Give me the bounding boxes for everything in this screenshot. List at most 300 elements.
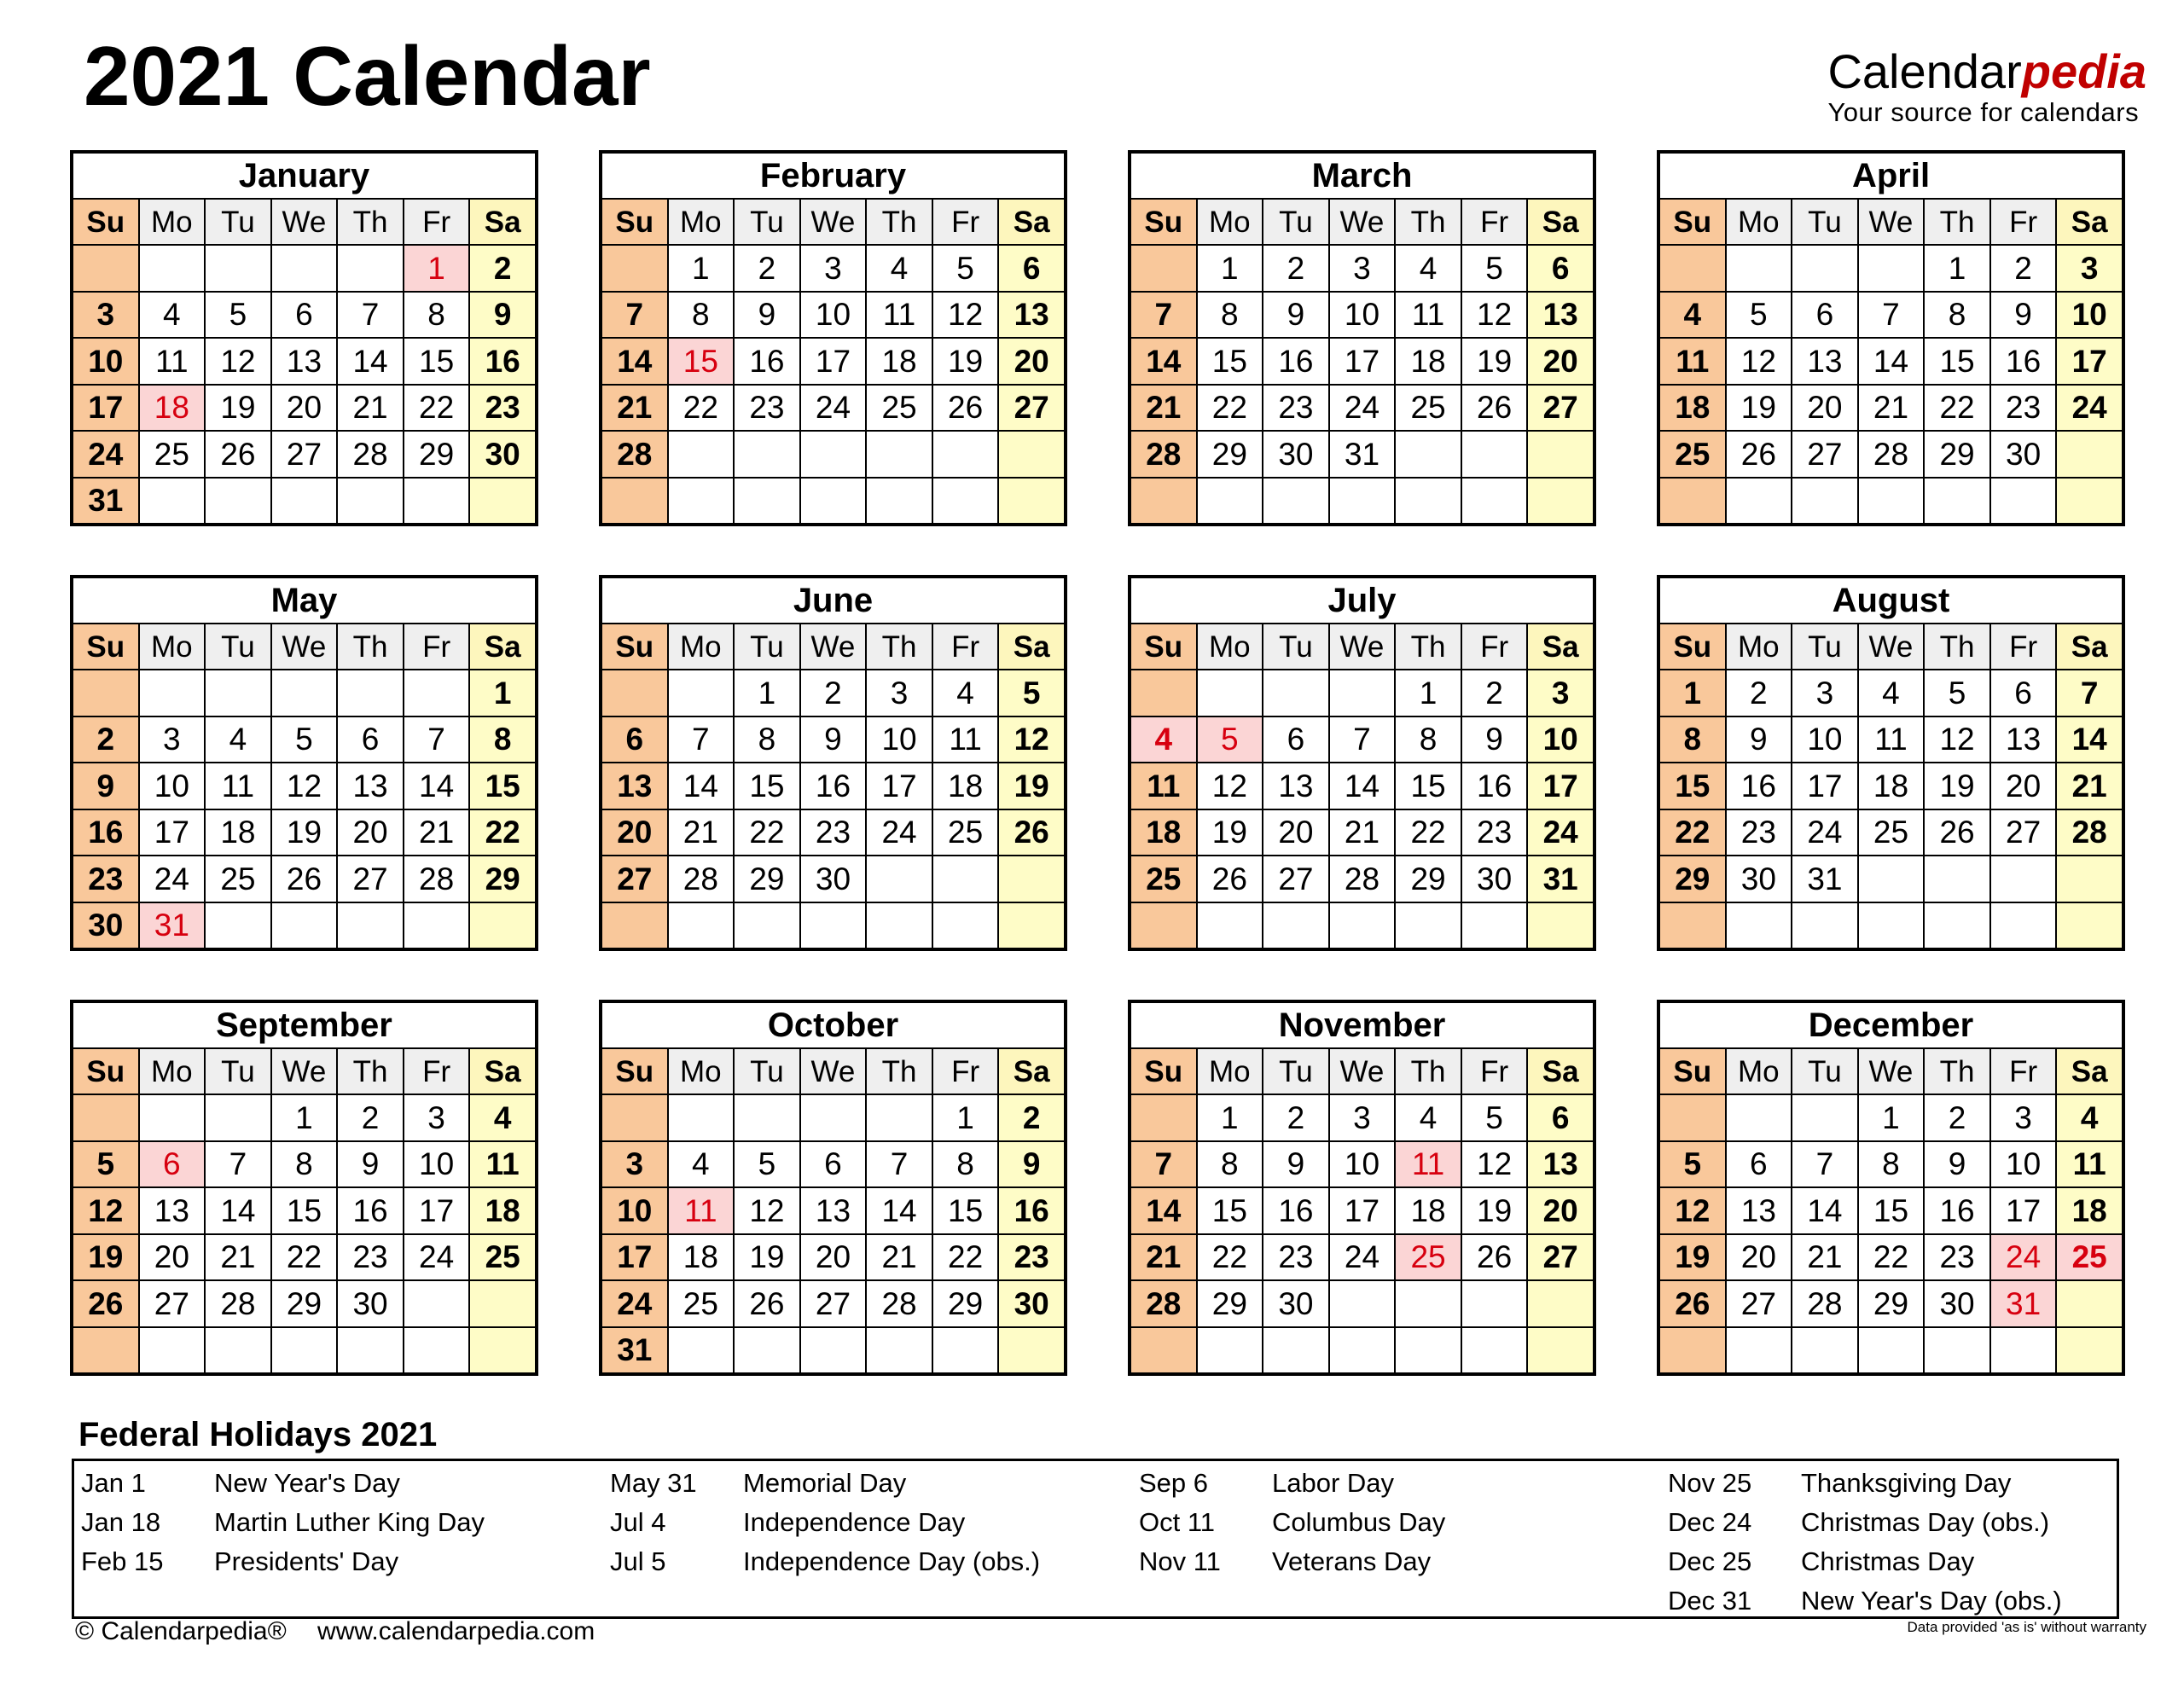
day-cell[interactable]: 3 bbox=[2056, 245, 2123, 292]
day-cell[interactable]: 14 bbox=[1130, 1187, 1197, 1234]
day-cell[interactable]: 23 bbox=[1461, 809, 1528, 856]
day-cell[interactable]: 10 bbox=[866, 716, 932, 763]
day-cell[interactable]: 10 bbox=[139, 763, 206, 809]
day-cell[interactable]: 17 bbox=[404, 1187, 470, 1234]
day-cell[interactable]: 26 bbox=[271, 856, 338, 902]
day-cell[interactable]: 9 bbox=[337, 1141, 404, 1188]
day-cell[interactable]: 26 bbox=[1197, 856, 1263, 902]
day-cell[interactable]: 26 bbox=[73, 1280, 139, 1327]
day-cell[interactable]: 4 bbox=[1395, 245, 1461, 292]
day-cell[interactable]: 21 bbox=[668, 809, 735, 856]
day-cell[interactable]: 2 bbox=[734, 245, 800, 292]
day-cell[interactable]: 9 bbox=[998, 1141, 1065, 1188]
day-cell[interactable]: 26 bbox=[1461, 1234, 1528, 1281]
day-cell[interactable]: 16 bbox=[734, 338, 800, 385]
day-cell[interactable]: 31 bbox=[601, 1327, 668, 1374]
day-cell[interactable]: 15 bbox=[932, 1187, 999, 1234]
day-cell[interactable]: 12 bbox=[1197, 763, 1263, 809]
day-cell[interactable]: 23 bbox=[1263, 385, 1329, 432]
day-cell[interactable]: 4 bbox=[205, 716, 271, 763]
day-cell[interactable]: 19 bbox=[205, 385, 271, 432]
day-cell[interactable]: 17 bbox=[73, 385, 139, 432]
day-cell[interactable]: 14 bbox=[668, 763, 735, 809]
day-cell[interactable]: 27 bbox=[139, 1280, 206, 1327]
day-cell[interactable]: 4 bbox=[932, 670, 999, 716]
day-cell[interactable]: 25 bbox=[1395, 385, 1461, 432]
day-cell[interactable]: 21 bbox=[1329, 809, 1396, 856]
day-cell[interactable]: 17 bbox=[866, 763, 932, 809]
day-cell[interactable]: 19 bbox=[73, 1234, 139, 1281]
day-cell[interactable]: 13 bbox=[998, 292, 1065, 339]
day-cell[interactable]: 12 bbox=[271, 763, 338, 809]
day-cell[interactable]: 2 bbox=[800, 670, 867, 716]
day-cell[interactable]: 14 bbox=[205, 1187, 271, 1234]
day-cell[interactable]: 23 bbox=[1263, 1234, 1329, 1281]
day-cell[interactable]: 6 bbox=[337, 716, 404, 763]
day-cell[interactable]: 10 bbox=[1792, 716, 1858, 763]
day-cell[interactable]: 18 bbox=[866, 338, 932, 385]
day-cell[interactable]: 1 bbox=[668, 245, 735, 292]
day-cell[interactable]: 28 bbox=[404, 856, 470, 902]
day-cell[interactable]: 13 bbox=[139, 1187, 206, 1234]
day-cell[interactable]: 15 bbox=[271, 1187, 338, 1234]
day-cell[interactable]: 2 bbox=[1990, 245, 2057, 292]
day-cell[interactable]: 15 bbox=[469, 763, 536, 809]
day-cell[interactable]: 16 bbox=[1990, 338, 2057, 385]
day-cell[interactable]: 2 bbox=[1924, 1094, 1990, 1141]
day-cell[interactable]: 4 bbox=[1130, 716, 1197, 763]
day-cell[interactable]: 7 bbox=[668, 716, 735, 763]
day-cell[interactable]: 24 bbox=[1792, 809, 1858, 856]
day-cell[interactable]: 7 bbox=[404, 716, 470, 763]
day-cell[interactable]: 17 bbox=[800, 338, 867, 385]
day-cell[interactable]: 4 bbox=[1858, 670, 1925, 716]
day-cell[interactable]: 17 bbox=[139, 809, 206, 856]
day-cell[interactable]: 5 bbox=[734, 1141, 800, 1188]
day-cell[interactable]: 18 bbox=[1395, 338, 1461, 385]
day-cell[interactable]: 27 bbox=[1726, 1280, 1792, 1327]
day-cell[interactable]: 22 bbox=[1395, 809, 1461, 856]
day-cell[interactable]: 8 bbox=[1924, 292, 1990, 339]
day-cell[interactable]: 18 bbox=[1130, 809, 1197, 856]
day-cell[interactable]: 13 bbox=[1527, 1141, 1594, 1188]
brand-logo[interactable] bbox=[1827, 44, 2146, 127]
day-cell[interactable]: 14 bbox=[1792, 1187, 1858, 1234]
day-cell[interactable]: 18 bbox=[205, 809, 271, 856]
day-cell[interactable]: 25 bbox=[668, 1280, 735, 1327]
day-cell[interactable]: 18 bbox=[1659, 385, 1726, 432]
day-cell[interactable]: 26 bbox=[1461, 385, 1528, 432]
day-cell[interactable]: 12 bbox=[932, 292, 999, 339]
day-cell[interactable]: 15 bbox=[1395, 763, 1461, 809]
day-cell[interactable]: 17 bbox=[1329, 338, 1396, 385]
day-cell[interactable]: 19 bbox=[1924, 763, 1990, 809]
day-cell[interactable]: 30 bbox=[998, 1280, 1065, 1327]
day-cell[interactable]: 25 bbox=[1130, 856, 1197, 902]
day-cell[interactable]: 28 bbox=[1858, 431, 1925, 478]
day-cell[interactable]: 23 bbox=[998, 1234, 1065, 1281]
day-cell[interactable]: 18 bbox=[469, 1187, 536, 1234]
day-cell[interactable]: 23 bbox=[800, 809, 867, 856]
day-cell[interactable]: 30 bbox=[73, 902, 139, 949]
day-cell[interactable]: 21 bbox=[205, 1234, 271, 1281]
day-cell[interactable]: 28 bbox=[205, 1280, 271, 1327]
day-cell[interactable]: 7 bbox=[1329, 716, 1396, 763]
day-cell[interactable]: 18 bbox=[1858, 763, 1925, 809]
day-cell[interactable]: 19 bbox=[1461, 1187, 1528, 1234]
day-cell[interactable]: 19 bbox=[998, 763, 1065, 809]
day-cell[interactable]: 31 bbox=[1329, 431, 1396, 478]
day-cell[interactable]: 2 bbox=[1461, 670, 1528, 716]
day-cell[interactable]: 31 bbox=[139, 902, 206, 949]
day-cell[interactable]: 13 bbox=[1726, 1187, 1792, 1234]
day-cell[interactable]: 20 bbox=[1527, 338, 1594, 385]
day-cell[interactable]: 31 bbox=[1527, 856, 1594, 902]
day-cell[interactable]: 24 bbox=[601, 1280, 668, 1327]
day-cell[interactable]: 21 bbox=[866, 1234, 932, 1281]
day-cell[interactable]: 2 bbox=[1726, 670, 1792, 716]
day-cell[interactable]: 10 bbox=[601, 1187, 668, 1234]
day-cell[interactable]: 14 bbox=[2056, 716, 2123, 763]
day-cell[interactable]: 24 bbox=[1527, 809, 1594, 856]
day-cell[interactable]: 6 bbox=[1990, 670, 2057, 716]
day-cell[interactable]: 29 bbox=[1197, 431, 1263, 478]
day-cell[interactable]: 29 bbox=[1924, 431, 1990, 478]
day-cell[interactable]: 31 bbox=[1990, 1280, 2057, 1327]
day-cell[interactable]: 11 bbox=[139, 338, 206, 385]
day-cell[interactable]: 17 bbox=[2056, 338, 2123, 385]
day-cell[interactable]: 19 bbox=[1659, 1234, 1726, 1281]
day-cell[interactable]: 7 bbox=[205, 1141, 271, 1188]
day-cell[interactable]: 7 bbox=[1130, 292, 1197, 339]
day-cell[interactable]: 21 bbox=[337, 385, 404, 432]
day-cell[interactable]: 27 bbox=[1527, 385, 1594, 432]
day-cell[interactable]: 9 bbox=[1461, 716, 1528, 763]
day-cell[interactable]: 17 bbox=[1527, 763, 1594, 809]
day-cell[interactable]: 6 bbox=[271, 292, 338, 339]
day-cell[interactable]: 29 bbox=[1395, 856, 1461, 902]
day-cell[interactable]: 10 bbox=[404, 1141, 470, 1188]
day-cell[interactable]: 2 bbox=[73, 716, 139, 763]
day-cell[interactable]: 31 bbox=[73, 478, 139, 525]
day-cell[interactable]: 28 bbox=[1130, 431, 1197, 478]
day-cell[interactable]: 23 bbox=[1924, 1234, 1990, 1281]
day-cell[interactable]: 29 bbox=[1659, 856, 1726, 902]
day-cell[interactable]: 18 bbox=[2056, 1187, 2123, 1234]
day-cell[interactable]: 28 bbox=[866, 1280, 932, 1327]
day-cell[interactable]: 27 bbox=[271, 431, 338, 478]
day-cell[interactable]: 9 bbox=[469, 292, 536, 339]
day-cell[interactable]: 3 bbox=[73, 292, 139, 339]
day-cell[interactable]: 10 bbox=[73, 338, 139, 385]
day-cell[interactable]: 21 bbox=[1130, 1234, 1197, 1281]
day-cell[interactable]: 27 bbox=[1990, 809, 2057, 856]
day-cell[interactable]: 24 bbox=[404, 1234, 470, 1281]
day-cell[interactable]: 30 bbox=[1461, 856, 1528, 902]
day-cell[interactable]: 30 bbox=[337, 1280, 404, 1327]
day-cell[interactable]: 20 bbox=[800, 1234, 867, 1281]
day-cell[interactable]: 8 bbox=[932, 1141, 999, 1188]
day-cell[interactable]: 26 bbox=[1726, 431, 1792, 478]
day-cell[interactable]: 3 bbox=[800, 245, 867, 292]
day-cell[interactable]: 11 bbox=[1130, 763, 1197, 809]
day-cell[interactable]: 14 bbox=[1329, 763, 1396, 809]
day-cell[interactable]: 25 bbox=[205, 856, 271, 902]
day-cell[interactable]: 22 bbox=[1197, 385, 1263, 432]
day-cell[interactable]: 22 bbox=[668, 385, 735, 432]
day-cell[interactable]: 19 bbox=[271, 809, 338, 856]
day-cell[interactable]: 25 bbox=[2056, 1234, 2123, 1281]
day-cell[interactable]: 17 bbox=[1792, 763, 1858, 809]
day-cell[interactable]: 24 bbox=[73, 431, 139, 478]
day-cell[interactable]: 13 bbox=[1990, 716, 2057, 763]
day-cell[interactable]: 23 bbox=[73, 856, 139, 902]
day-cell[interactable]: 21 bbox=[601, 385, 668, 432]
day-cell[interactable]: 11 bbox=[1395, 1141, 1461, 1188]
day-cell[interactable]: 31 bbox=[1792, 856, 1858, 902]
day-cell[interactable]: 5 bbox=[205, 292, 271, 339]
day-cell[interactable]: 25 bbox=[1395, 1234, 1461, 1281]
day-cell[interactable]: 19 bbox=[1197, 809, 1263, 856]
day-cell[interactable]: 16 bbox=[337, 1187, 404, 1234]
day-cell[interactable]: 21 bbox=[404, 809, 470, 856]
day-cell[interactable]: 22 bbox=[734, 809, 800, 856]
day-cell[interactable]: 11 bbox=[932, 716, 999, 763]
day-cell[interactable]: 26 bbox=[734, 1280, 800, 1327]
day-cell[interactable]: 26 bbox=[205, 431, 271, 478]
day-cell[interactable]: 8 bbox=[1395, 716, 1461, 763]
day-cell[interactable]: 6 bbox=[1263, 716, 1329, 763]
day-cell[interactable]: 5 bbox=[1197, 716, 1263, 763]
day-cell[interactable]: 8 bbox=[734, 716, 800, 763]
day-cell[interactable]: 25 bbox=[1659, 431, 1726, 478]
day-cell[interactable]: 10 bbox=[1990, 1141, 2057, 1188]
day-cell[interactable]: 21 bbox=[1130, 385, 1197, 432]
day-cell[interactable]: 20 bbox=[271, 385, 338, 432]
day-cell[interactable]: 19 bbox=[734, 1234, 800, 1281]
day-cell[interactable]: 1 bbox=[734, 670, 800, 716]
day-cell[interactable]: 23 bbox=[1990, 385, 2057, 432]
day-cell[interactable]: 9 bbox=[1263, 292, 1329, 339]
day-cell[interactable]: 10 bbox=[1329, 1141, 1396, 1188]
day-cell[interactable]: 28 bbox=[668, 856, 735, 902]
day-cell[interactable]: 9 bbox=[1726, 716, 1792, 763]
day-cell[interactable]: 15 bbox=[734, 763, 800, 809]
day-cell[interactable]: 24 bbox=[866, 809, 932, 856]
day-cell[interactable]: 23 bbox=[469, 385, 536, 432]
day-cell[interactable]: 12 bbox=[998, 716, 1065, 763]
day-cell[interactable]: 16 bbox=[1924, 1187, 1990, 1234]
day-cell[interactable]: 12 bbox=[1659, 1187, 1726, 1234]
day-cell[interactable]: 20 bbox=[1263, 809, 1329, 856]
day-cell[interactable]: 10 bbox=[800, 292, 867, 339]
day-cell[interactable]: 21 bbox=[1858, 385, 1925, 432]
day-cell[interactable]: 1 bbox=[469, 670, 536, 716]
day-cell[interactable]: 29 bbox=[1858, 1280, 1925, 1327]
day-cell[interactable]: 1 bbox=[1197, 245, 1263, 292]
day-cell[interactable]: 29 bbox=[469, 856, 536, 902]
day-cell[interactable]: 24 bbox=[800, 385, 867, 432]
day-cell[interactable]: 11 bbox=[668, 1187, 735, 1234]
day-cell[interactable]: 12 bbox=[1924, 716, 1990, 763]
day-cell[interactable]: 5 bbox=[1461, 1094, 1528, 1141]
day-cell[interactable]: 28 bbox=[1130, 1280, 1197, 1327]
day-cell[interactable]: 11 bbox=[1858, 716, 1925, 763]
day-cell[interactable]: 12 bbox=[734, 1187, 800, 1234]
day-cell[interactable]: 19 bbox=[1461, 338, 1528, 385]
day-cell[interactable]: 27 bbox=[800, 1280, 867, 1327]
day-cell[interactable]: 7 bbox=[1130, 1141, 1197, 1188]
day-cell[interactable]: 30 bbox=[469, 431, 536, 478]
day-cell[interactable]: 15 bbox=[1924, 338, 1990, 385]
day-cell[interactable]: 30 bbox=[1990, 431, 2057, 478]
day-cell[interactable]: 22 bbox=[469, 809, 536, 856]
day-cell[interactable]: 22 bbox=[271, 1234, 338, 1281]
day-cell[interactable]: 16 bbox=[1726, 763, 1792, 809]
day-cell[interactable]: 13 bbox=[271, 338, 338, 385]
day-cell[interactable]: 26 bbox=[998, 809, 1065, 856]
day-cell[interactable]: 28 bbox=[2056, 809, 2123, 856]
day-cell[interactable]: 20 bbox=[1726, 1234, 1792, 1281]
day-cell[interactable]: 8 bbox=[1858, 1141, 1925, 1188]
day-cell[interactable]: 3 bbox=[404, 1094, 470, 1141]
day-cell[interactable]: 28 bbox=[601, 431, 668, 478]
day-cell[interactable]: 6 bbox=[1792, 292, 1858, 339]
day-cell[interactable]: 7 bbox=[2056, 670, 2123, 716]
day-cell[interactable]: 25 bbox=[932, 809, 999, 856]
day-cell[interactable]: 7 bbox=[866, 1141, 932, 1188]
day-cell[interactable]: 16 bbox=[800, 763, 867, 809]
day-cell[interactable]: 15 bbox=[1659, 763, 1726, 809]
day-cell[interactable]: 2 bbox=[337, 1094, 404, 1141]
day-cell[interactable]: 4 bbox=[2056, 1094, 2123, 1141]
day-cell[interactable]: 17 bbox=[1329, 1187, 1396, 1234]
day-cell[interactable]: 15 bbox=[404, 338, 470, 385]
day-cell[interactable]: 20 bbox=[337, 809, 404, 856]
day-cell[interactable]: 6 bbox=[1726, 1141, 1792, 1188]
day-cell[interactable]: 1 bbox=[271, 1094, 338, 1141]
day-cell[interactable]: 29 bbox=[1197, 1280, 1263, 1327]
day-cell[interactable]: 30 bbox=[1263, 1280, 1329, 1327]
day-cell[interactable]: 9 bbox=[1924, 1141, 1990, 1188]
day-cell[interactable]: 1 bbox=[1395, 670, 1461, 716]
day-cell[interactable]: 17 bbox=[601, 1234, 668, 1281]
day-cell[interactable]: 12 bbox=[1726, 338, 1792, 385]
day-cell[interactable]: 13 bbox=[1792, 338, 1858, 385]
day-cell[interactable]: 27 bbox=[337, 856, 404, 902]
day-cell[interactable]: 22 bbox=[932, 1234, 999, 1281]
day-cell[interactable]: 13 bbox=[337, 763, 404, 809]
day-cell[interactable]: 12 bbox=[73, 1187, 139, 1234]
day-cell[interactable]: 4 bbox=[866, 245, 932, 292]
day-cell[interactable]: 11 bbox=[2056, 1141, 2123, 1188]
day-cell[interactable]: 16 bbox=[1263, 1187, 1329, 1234]
day-cell[interactable]: 28 bbox=[1329, 856, 1396, 902]
day-cell[interactable]: 3 bbox=[1329, 245, 1396, 292]
day-cell[interactable]: 1 bbox=[1197, 1094, 1263, 1141]
day-cell[interactable]: 5 bbox=[73, 1141, 139, 1188]
day-cell[interactable]: 27 bbox=[1792, 431, 1858, 478]
day-cell[interactable]: 23 bbox=[1726, 809, 1792, 856]
day-cell[interactable]: 25 bbox=[469, 1234, 536, 1281]
day-cell[interactable]: 26 bbox=[1659, 1280, 1726, 1327]
day-cell[interactable]: 18 bbox=[139, 385, 206, 432]
day-cell[interactable]: 6 bbox=[800, 1141, 867, 1188]
website-link[interactable]: www.calendarpedia.com bbox=[317, 1617, 595, 1645]
day-cell[interactable]: 5 bbox=[1924, 670, 1990, 716]
day-cell[interactable]: 23 bbox=[734, 385, 800, 432]
day-cell[interactable]: 8 bbox=[1197, 1141, 1263, 1188]
day-cell[interactable]: 20 bbox=[998, 338, 1065, 385]
day-cell[interactable]: 13 bbox=[601, 763, 668, 809]
day-cell[interactable]: 28 bbox=[337, 431, 404, 478]
day-cell[interactable]: 5 bbox=[998, 670, 1065, 716]
day-cell[interactable]: 11 bbox=[469, 1141, 536, 1188]
day-cell[interactable]: 3 bbox=[139, 716, 206, 763]
day-cell[interactable]: 7 bbox=[337, 292, 404, 339]
day-cell[interactable]: 10 bbox=[2056, 292, 2123, 339]
day-cell[interactable]: 13 bbox=[1527, 292, 1594, 339]
day-cell[interactable]: 29 bbox=[404, 431, 470, 478]
day-cell[interactable]: 4 bbox=[469, 1094, 536, 1141]
day-cell[interactable]: 1 bbox=[1659, 670, 1726, 716]
day-cell[interactable]: 29 bbox=[734, 856, 800, 902]
day-cell[interactable]: 16 bbox=[73, 809, 139, 856]
day-cell[interactable]: 4 bbox=[1659, 292, 1726, 339]
day-cell[interactable]: 20 bbox=[1792, 385, 1858, 432]
day-cell[interactable]: 18 bbox=[668, 1234, 735, 1281]
day-cell[interactable]: 22 bbox=[1858, 1234, 1925, 1281]
day-cell[interactable]: 27 bbox=[1527, 1234, 1594, 1281]
day-cell[interactable]: 3 bbox=[1527, 670, 1594, 716]
day-cell[interactable]: 14 bbox=[601, 338, 668, 385]
day-cell[interactable]: 27 bbox=[1263, 856, 1329, 902]
day-cell[interactable]: 6 bbox=[998, 245, 1065, 292]
day-cell[interactable]: 3 bbox=[601, 1141, 668, 1188]
day-cell[interactable]: 27 bbox=[601, 856, 668, 902]
day-cell[interactable]: 11 bbox=[1659, 338, 1726, 385]
day-cell[interactable]: 8 bbox=[271, 1141, 338, 1188]
day-cell[interactable]: 14 bbox=[1858, 338, 1925, 385]
day-cell[interactable]: 6 bbox=[139, 1141, 206, 1188]
day-cell[interactable]: 2 bbox=[1263, 1094, 1329, 1141]
day-cell[interactable]: 20 bbox=[601, 809, 668, 856]
day-cell[interactable]: 1 bbox=[932, 1094, 999, 1141]
day-cell[interactable]: 10 bbox=[1329, 292, 1396, 339]
day-cell[interactable]: 2 bbox=[998, 1094, 1065, 1141]
day-cell[interactable]: 9 bbox=[73, 763, 139, 809]
day-cell[interactable]: 15 bbox=[1197, 1187, 1263, 1234]
day-cell[interactable]: 7 bbox=[1792, 1141, 1858, 1188]
day-cell[interactable]: 24 bbox=[1329, 385, 1396, 432]
day-cell[interactable]: 29 bbox=[271, 1280, 338, 1327]
day-cell[interactable]: 8 bbox=[469, 716, 536, 763]
day-cell[interactable]: 22 bbox=[1659, 809, 1726, 856]
day-cell[interactable]: 22 bbox=[404, 385, 470, 432]
day-cell[interactable]: 30 bbox=[1924, 1280, 1990, 1327]
day-cell[interactable]: 18 bbox=[932, 763, 999, 809]
day-cell[interactable]: 25 bbox=[1858, 809, 1925, 856]
day-cell[interactable]: 16 bbox=[469, 338, 536, 385]
day-cell[interactable]: 3 bbox=[866, 670, 932, 716]
day-cell[interactable]: 26 bbox=[1924, 809, 1990, 856]
day-cell[interactable]: 4 bbox=[668, 1141, 735, 1188]
day-cell[interactable]: 20 bbox=[139, 1234, 206, 1281]
day-cell[interactable]: 13 bbox=[1263, 763, 1329, 809]
day-cell[interactable]: 12 bbox=[205, 338, 271, 385]
day-cell[interactable]: 21 bbox=[2056, 763, 2123, 809]
day-cell[interactable]: 24 bbox=[2056, 385, 2123, 432]
